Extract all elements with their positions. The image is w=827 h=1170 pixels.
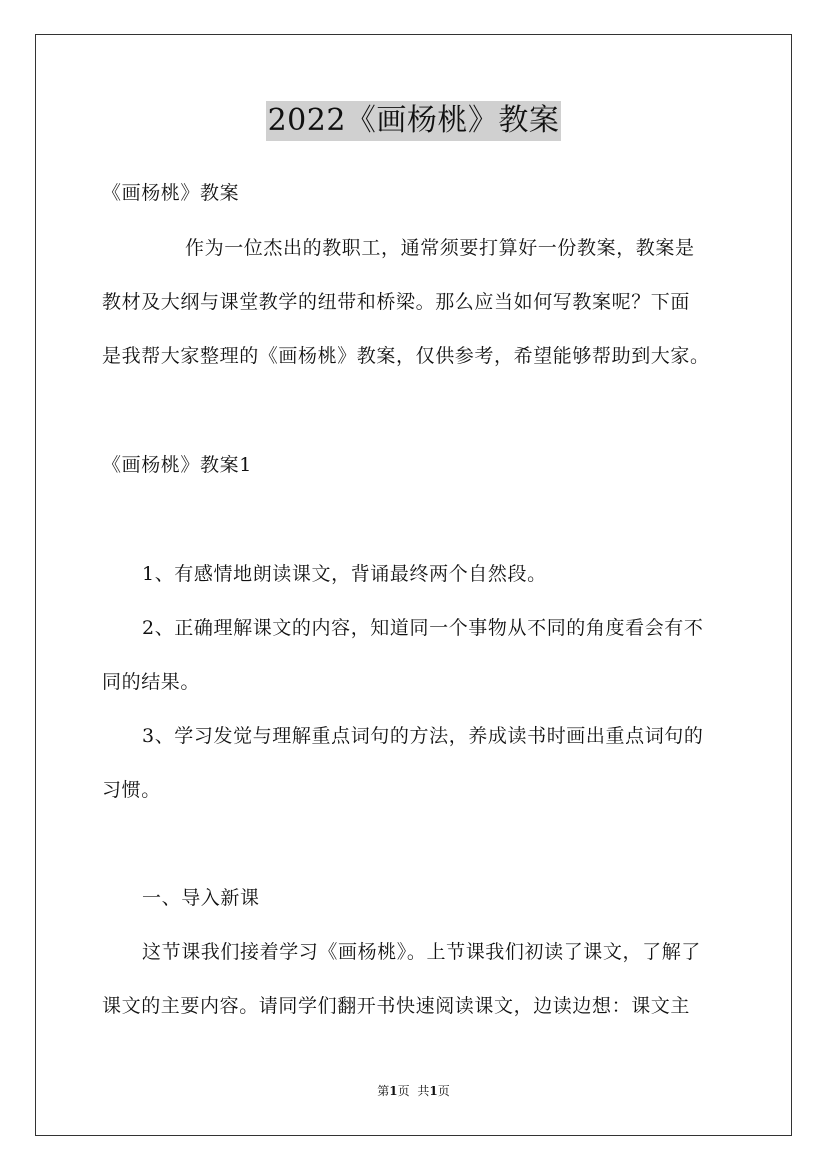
paragraph-line: 教材及大纲与课堂教学的纽带和桥梁。那么应当如何写教案呢？下面: [102, 291, 691, 313]
paragraph-line: 课文的主要内容。请同学们翻开书快速阅读课文，边读边想：课文主: [102, 995, 691, 1017]
objective-item-continued: 习惯。: [102, 779, 161, 801]
paragraph-line: 这节课我们接着学习《画杨桃》。上节课我们初读了课文，了解了: [142, 941, 701, 963]
footer-total-suffix: 页: [437, 1084, 450, 1098]
document-title-wrap: [0, 101, 827, 141]
footer-page-suffix: 页: [397, 1084, 410, 1098]
footer-page-number: 1: [389, 1084, 398, 1098]
objective-item: 1、有感情地朗读课文，背诵最终两个自然段。: [142, 563, 547, 585]
step-heading: 一、导入新课: [142, 887, 260, 909]
section-heading: 《画杨桃》教案1: [102, 454, 252, 476]
page-footer: [0, 1083, 827, 1099]
paragraph-line: 作为一位杰出的教职工，通常须要打算好一份教案，教案是: [185, 237, 695, 259]
subtitle: 《画杨桃》教案: [102, 182, 240, 204]
objective-item: 3、学习发觉与理解重点词句的方法，养成读书时画出重点词句的: [142, 725, 704, 747]
paragraph-line: 是我帮大家整理的《画杨桃》教案，仅供参考，希望能够帮助到大家。: [102, 345, 710, 367]
footer-total-prefix: 共: [417, 1084, 430, 1098]
objective-item-continued: 同的结果。: [102, 671, 201, 693]
footer-total-number: 1: [429, 1084, 438, 1098]
objective-item: 2、正确理解课文的内容，知道同一个事物从不同的角度看会有不: [142, 617, 704, 639]
document-title: 2022《画杨桃》教案: [266, 101, 562, 141]
footer-page-prefix: 第: [377, 1084, 390, 1098]
